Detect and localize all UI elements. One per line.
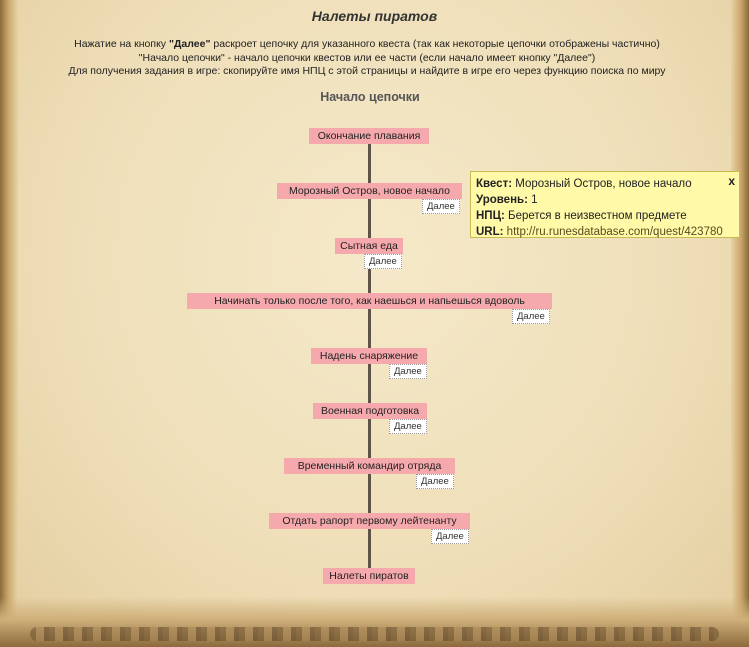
instructions (0, 38, 734, 79)
next-button[interactable]: Далее (512, 309, 550, 324)
parchment-bottom-ornament (0, 597, 749, 647)
quest-item[interactable]: Отдать рапорт первому лейтенанту (269, 513, 470, 529)
tooltip-quest-row: Квест: Морозный Остров, новое начало (476, 178, 692, 190)
page-title: Налеты пиратов (311, 8, 438, 24)
quest-item[interactable]: Временный командир отряда (284, 458, 455, 474)
next-button[interactable]: Далее (422, 199, 460, 214)
chain-start-heading: Начало цепочки (320, 90, 420, 104)
quest-item[interactable]: Надень снаряжение (311, 348, 427, 364)
instruction-line-2: "Начало цепочки" - начало цепочки квестов или ее части (если начало имеет кнопку "Далее") (138, 51, 596, 64)
tooltip-url-row: URL: http://ru.runesdatabase.com/quest/423780 (476, 226, 723, 238)
quest-item[interactable]: Начинать только после того, как наешься и напьешься вдоволь (187, 293, 552, 309)
next-button[interactable]: Далее (431, 529, 469, 544)
next-button[interactable]: Далее (389, 419, 427, 434)
quest-url-link[interactable]: http://ru.runesdatabase.com/quest/423780 (506, 226, 723, 238)
tooltip-npc-row: НПЦ: Берется в неизвестном предмете (476, 210, 687, 222)
tooltip-level-row: Уровень: 1 (476, 194, 538, 206)
quest-info-tooltip (470, 171, 740, 238)
quest-item[interactable]: Военная подготовка (313, 403, 427, 419)
quest-item[interactable]: Сытная еда (335, 238, 403, 254)
quest-item[interactable]: Морозный Остров, новое начало (277, 183, 462, 199)
instruction-line-3: Для получения задания в игре: скопируйте имя НПЦ с этой страницы и найдите в игре его через функцию поиска по миру (68, 65, 666, 77)
instruction-line-1: Нажатие на кнопку "Далее" раскроет цепочку для указанного квеста (так как некоторые цепочки отображены частично) (74, 38, 660, 50)
quest-item[interactable]: Окончание плавания (309, 128, 429, 144)
next-button[interactable]: Далее (364, 254, 402, 269)
quest-item[interactable]: Налеты пиратов (323, 568, 415, 584)
next-button[interactable]: Далее (389, 364, 427, 379)
close-icon[interactable]: x (728, 174, 735, 188)
next-button[interactable]: Далее (416, 474, 454, 489)
